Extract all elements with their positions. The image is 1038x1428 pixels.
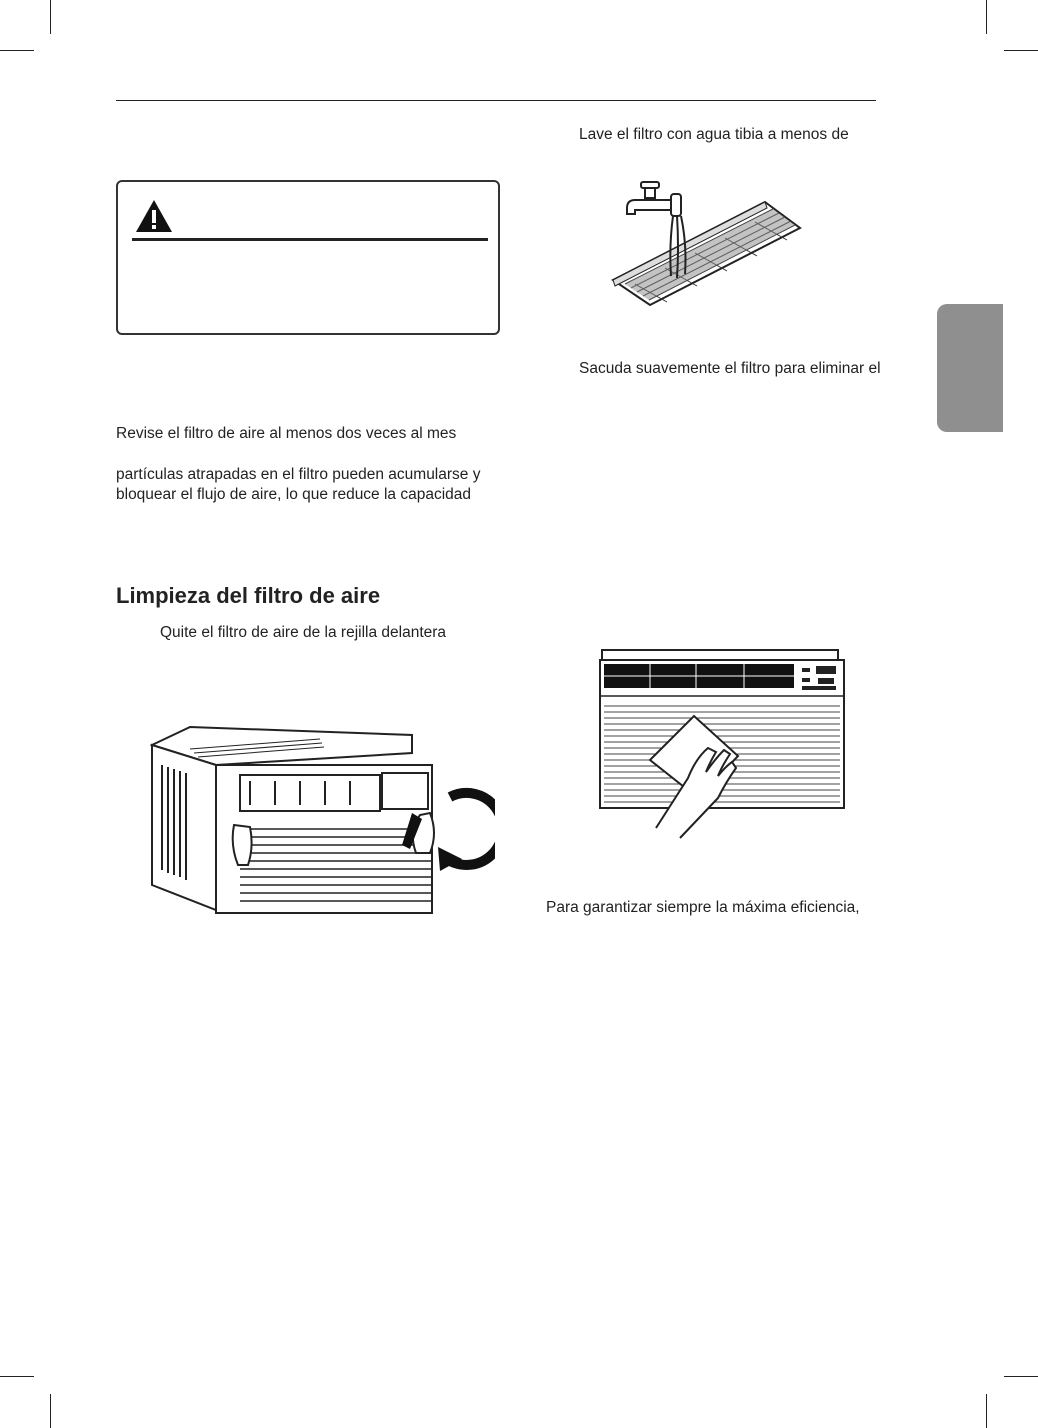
crop-mark	[0, 1376, 34, 1377]
filter-check-line-3: bloquear el flujo de aire, lo que reduce la capacidad	[116, 486, 472, 503]
efficiency-note: Para garantizar siempre la máxima eficiencia,	[546, 899, 860, 916]
warning-underline	[132, 238, 488, 241]
section-heading: Limpieza del filtro de aire	[116, 583, 381, 608]
step-remove-filter: Quite el filtro de aire de la rejilla delantera	[160, 624, 447, 641]
crop-mark	[986, 1394, 987, 1428]
crop-mark	[50, 1394, 51, 1428]
step-shake-filter: Sacuda suavemente el filtro para eliminar el	[579, 360, 881, 377]
wipe-grille-illustration	[598, 648, 848, 858]
crop-mark	[986, 0, 987, 34]
faucet-washing-filter-illustration	[605, 180, 805, 310]
header-rule	[116, 100, 876, 101]
filter-check-line-1: Revise el filtro de aire al menos dos veces al mes	[116, 425, 457, 442]
warning-triangle-icon	[134, 198, 174, 234]
language-side-tab	[937, 304, 1003, 432]
step-wash-filter: Lave el filtro con agua tibia a menos de	[579, 126, 849, 143]
crop-mark	[1004, 50, 1038, 51]
crop-mark	[50, 0, 51, 34]
warning-box	[116, 180, 500, 335]
crop-mark	[0, 50, 34, 51]
filter-check-line-2: partículas atrapadas en el filtro pueden acumularse y	[116, 466, 481, 483]
remove-filter-illustration	[150, 725, 495, 915]
crop-mark	[1004, 1376, 1038, 1377]
